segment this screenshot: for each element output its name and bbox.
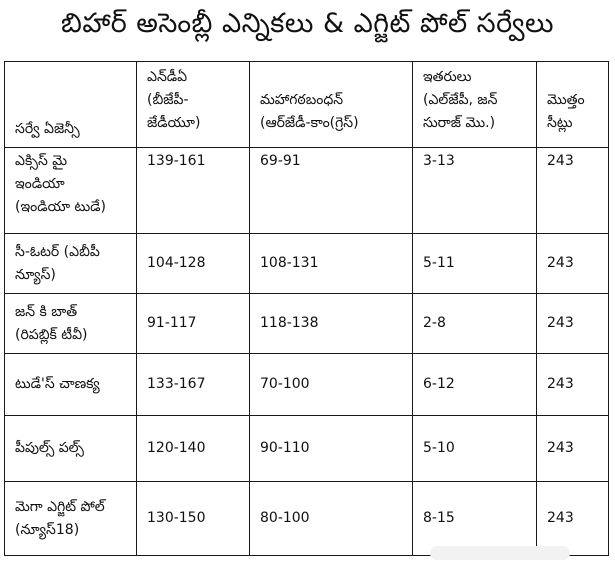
mgb-seats-cell: 90-110 <box>250 416 413 482</box>
header-others-line3: సురాజ్ మొ.) <box>423 115 496 131</box>
header-nda <box>137 62 250 148</box>
agency-line: పీపుల్స్ పల్స్ <box>15 440 84 456</box>
total-seats-cell: 243 <box>537 416 609 482</box>
others-seats-cell: 6-12 <box>413 354 537 416</box>
exit-poll-table <box>4 61 609 556</box>
nda-seats-cell: 130-150 <box>137 482 250 556</box>
others-seats-cell: 5-11 <box>413 234 537 294</box>
total-seats-cell: 243 <box>537 354 609 416</box>
agency-cell <box>5 148 137 234</box>
others-seats-cell: 2-8 <box>413 294 537 354</box>
header-others-line1: ఇతరులు <box>423 69 472 85</box>
agency-cell <box>5 294 137 354</box>
table-row <box>5 416 609 482</box>
scroll-shadow <box>430 546 570 560</box>
total-seats-cell: 243 <box>537 294 609 354</box>
agency-cell <box>5 354 137 416</box>
total-seats-cell: 243 <box>537 482 609 556</box>
header-others-line2: (ఎల్‌జేపీ, జన్ <box>423 92 498 108</box>
agency-line: టుడే'స్ చాణక్య <box>15 376 100 392</box>
mgb-seats-cell: 118-138 <box>250 294 413 354</box>
header-nda-line3: జేడీయూ) <box>147 115 201 131</box>
others-seats-cell: 8-15 <box>413 482 537 556</box>
table-row <box>5 482 609 556</box>
header-agency <box>5 62 137 148</box>
total-seats-cell: 243 <box>537 234 609 294</box>
agency-line: ఇండియా <box>15 176 65 192</box>
others-seats-cell: 3-13 <box>413 148 537 234</box>
agency-line: మెగా ఎగ్జిట్ పోల్ <box>15 498 105 515</box>
agency-cell <box>5 482 137 556</box>
mgb-seats-cell: 69-91 <box>250 148 413 234</box>
nda-seats-cell: 91-117 <box>137 294 250 354</box>
table-row <box>5 294 609 354</box>
header-total-seats <box>537 62 609 148</box>
nda-seats-cell: 133-167 <box>137 354 250 416</box>
agency-line: ఎక్సిస్ మై <box>15 153 68 169</box>
agency-line: జన్ కి బాత్ <box>15 303 78 320</box>
page-title: బిహార్ అసెంబ్లీ ఎన్నికలు & ఎగ్జిట్ పోల్ సర్వేలు <box>61 8 554 39</box>
table-row <box>5 148 609 234</box>
mgb-seats-cell: 70-100 <box>250 354 413 416</box>
agency-cell <box>5 416 137 482</box>
agency-line: (న్యూస్18) <box>15 521 80 538</box>
mgb-seats-cell: 80-100 <box>250 482 413 556</box>
header-others <box>413 62 537 148</box>
total-seats-cell: 243 <box>537 148 609 234</box>
header-nda-line1: ఎన్‌డీఏ <box>147 69 188 85</box>
table-row <box>5 234 609 294</box>
header-total-line2: సీట్లు <box>547 115 573 131</box>
agency-cell <box>5 234 137 294</box>
header-nda-line2: (బీజేపీ- <box>147 92 189 108</box>
nda-seats-cell: 104-128 <box>137 234 250 294</box>
agency-line: (రిపబ్లిక్ టీవీ) <box>15 326 88 343</box>
mgb-seats-cell: 108-131 <box>250 234 413 294</box>
header-agency-label: సర్వే ఏజెన్సీ <box>15 121 80 137</box>
header-mgb-line2: (ఆర్‌జేడీ-కాం(గ్రెస్) <box>260 115 359 131</box>
agency-line: న్యూస్) <box>15 266 56 283</box>
header-mgb-line1: మహాగఠబంధన్ <box>260 92 344 108</box>
agency-line: సీ-ఓటర్ (ఎబీపీ <box>15 243 100 260</box>
agency-line: (ఇండియా టుడే) <box>15 199 106 215</box>
others-seats-cell: 5-10 <box>413 416 537 482</box>
header-row <box>5 62 609 148</box>
nda-seats-cell: 120-140 <box>137 416 250 482</box>
header-mahagathbandhan <box>250 62 413 148</box>
nda-seats-cell: 139-161 <box>137 148 250 234</box>
table-row <box>5 354 609 416</box>
header-total-line1: మొత్తం <box>547 92 585 108</box>
